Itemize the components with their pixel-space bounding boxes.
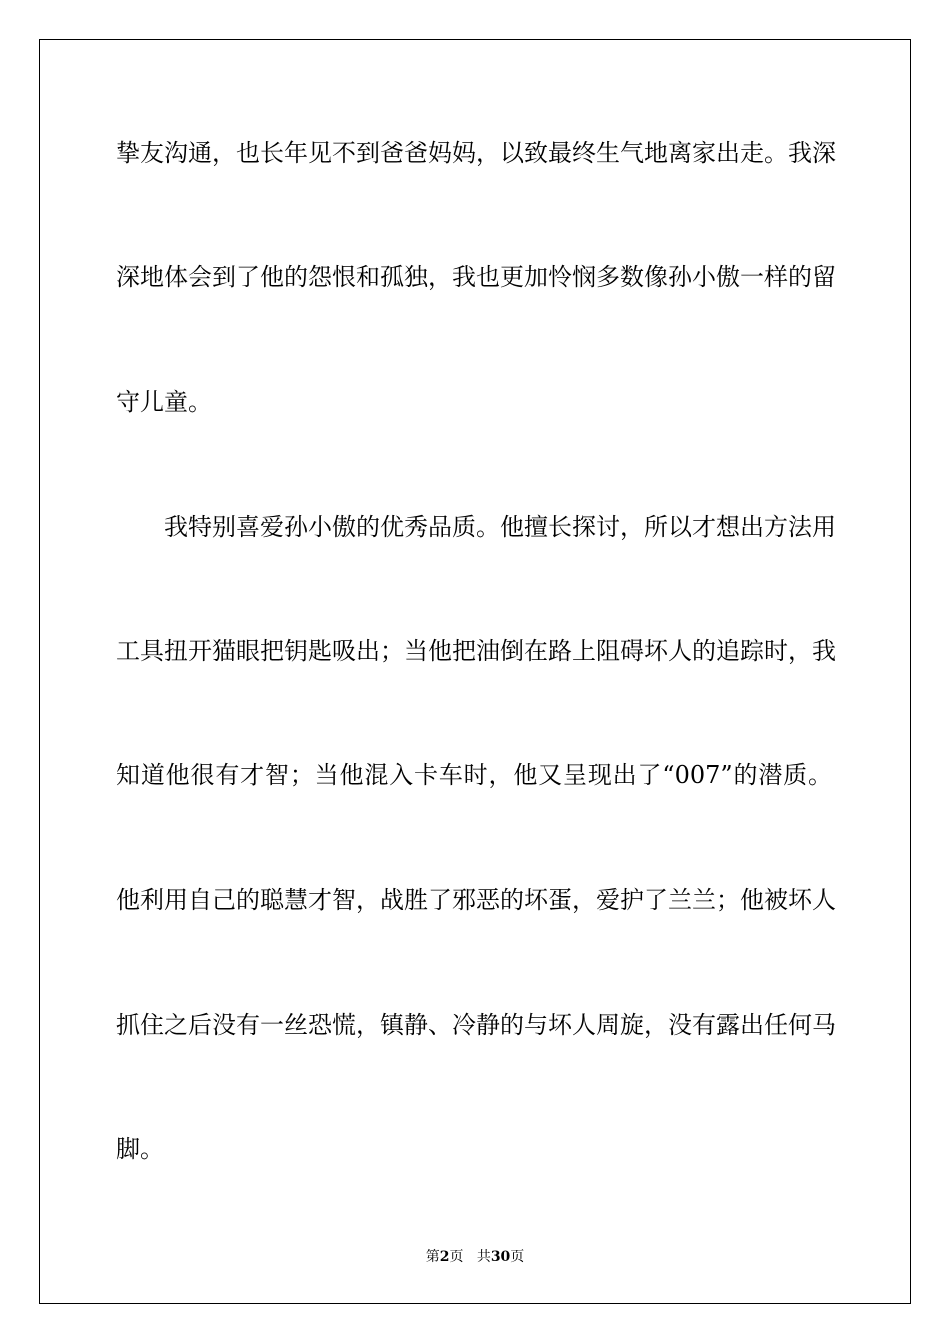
page-footer <box>0 1248 950 1266</box>
paragraph-1-line-1: 挚友沟通，也长年见不到爸爸妈妈，以致最终生气地离家出走。我深 <box>116 139 836 167</box>
paragraph-1-line-2: 深地体会到了他的怨恨和孤独，我也更加怜悯多数像孙小傲一样的留 <box>116 263 836 291</box>
paragraph-2-line-3: 知道他很有才智；当他混入卡车时，他又呈现出了“007”的潜质。 <box>116 761 832 789</box>
paragraph-2-line-4: 他利用自己的聪慧才智，战胜了邪恶的坏蛋，爱护了兰兰；他被坏人 <box>116 886 836 914</box>
paragraph-2-line-6: 脚。 <box>116 1135 164 1163</box>
paragraph-2-line-1: 我特别喜爱孙小傲的优秀品质。他擅长探讨，所以才想出方法用 <box>164 513 836 541</box>
footer-total-suffix: 页 <box>510 1249 525 1265</box>
footer-total-pages: 30 <box>490 1249 511 1265</box>
footer-total-prefix: 共 <box>476 1249 491 1265</box>
paragraph-2-line-2: 工具扭开猫眼把钥匙吸出；当他把油倒在路上阻碍坏人的追踪时，我 <box>116 637 836 665</box>
footer-page-suffix: 页 <box>449 1249 464 1265</box>
footer-page-number: 2 <box>439 1249 450 1265</box>
page-frame <box>39 39 911 1304</box>
paragraph-2-line-5: 抓住之后没有一丝恐慌，镇静、冷静的与坏人周旋，没有露出任何马 <box>116 1011 836 1039</box>
footer-prefix: 第 <box>425 1249 440 1265</box>
paragraph-1-line-3: 守儿童。 <box>116 388 212 416</box>
